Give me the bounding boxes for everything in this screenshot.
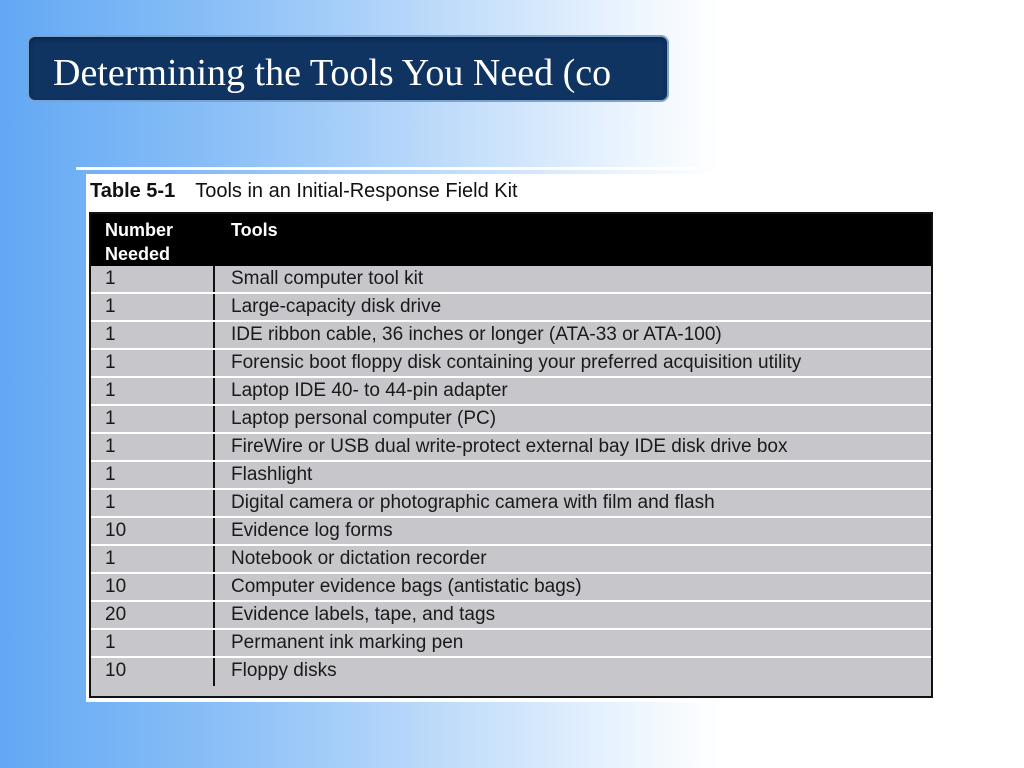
table-caption-title: Tools in an Initial-Response Field Kit	[195, 180, 518, 202]
table-row	[91, 574, 931, 602]
table-row	[91, 602, 931, 630]
cell-tool: Permanent ink marking pen	[231, 632, 464, 653]
table-row	[91, 546, 931, 574]
cell-number: 10	[91, 574, 215, 600]
cell-number: 1	[91, 630, 215, 656]
table-header	[91, 214, 931, 266]
cell-number: 1	[91, 462, 215, 488]
cell-tool: FireWire or USB dual write-protect external bay IDE disk drive box	[231, 436, 788, 457]
cell-number: 1	[91, 350, 215, 376]
cell-tool: Digital camera or photographic camera with film and flash	[231, 492, 715, 513]
cell-number: 20	[91, 602, 215, 628]
table-row	[91, 294, 931, 322]
table-body	[91, 266, 931, 686]
header-number-needed: Number Needed	[105, 220, 174, 264]
cell-number: 1	[91, 546, 215, 572]
cell-number: 1	[91, 434, 215, 460]
cell-number: 10	[91, 518, 215, 544]
cell-number: 1	[91, 294, 215, 320]
divider-line	[76, 167, 696, 170]
cell-number: 1	[91, 406, 215, 432]
tools-table	[89, 212, 933, 698]
cell-number: 1	[91, 490, 215, 516]
table-row	[91, 518, 931, 546]
slide-title: Determining the Tools You Need (co	[53, 52, 612, 94]
table-row	[91, 434, 931, 462]
slide-title-bar	[27, 35, 669, 102]
cell-tool: Laptop personal computer (PC)	[231, 408, 497, 429]
cell-number: 1	[91, 266, 215, 292]
cell-number: 10	[91, 658, 215, 686]
table-row	[91, 322, 931, 350]
cell-tool: Computer evidence bags (antistatic bags)	[231, 576, 582, 597]
cell-tool: Evidence labels, tape, and tags	[231, 604, 496, 625]
table-row	[91, 490, 931, 518]
table-figure	[86, 174, 936, 702]
cell-tool: IDE ribbon cable, 36 inches or longer (ATA-33 or ATA-100)	[231, 324, 722, 345]
cell-number: 1	[91, 378, 215, 404]
table-row	[91, 350, 931, 378]
cell-tool: Small computer tool kit	[231, 268, 424, 289]
cell-tool: Laptop IDE 40- to 44-pin adapter	[231, 380, 508, 401]
header-tools: Tools	[231, 220, 278, 240]
table-row	[91, 658, 931, 686]
table-caption-number: Table 5-1	[90, 180, 176, 202]
table-row	[91, 266, 931, 294]
table-caption	[90, 180, 518, 203]
cell-number: 1	[91, 322, 215, 348]
cell-tool: Notebook or dictation recorder	[231, 548, 487, 569]
table-row	[91, 462, 931, 490]
cell-tool: Evidence log forms	[231, 520, 393, 541]
table-row	[91, 378, 931, 406]
table-row	[91, 630, 931, 658]
cell-tool: Flashlight	[231, 464, 313, 485]
cell-tool: Large-capacity disk drive	[231, 296, 442, 317]
cell-tool: Forensic boot floppy disk containing your preferred acquisition utility	[231, 352, 802, 373]
table-row	[91, 406, 931, 434]
cell-tool: Floppy disks	[231, 660, 337, 681]
